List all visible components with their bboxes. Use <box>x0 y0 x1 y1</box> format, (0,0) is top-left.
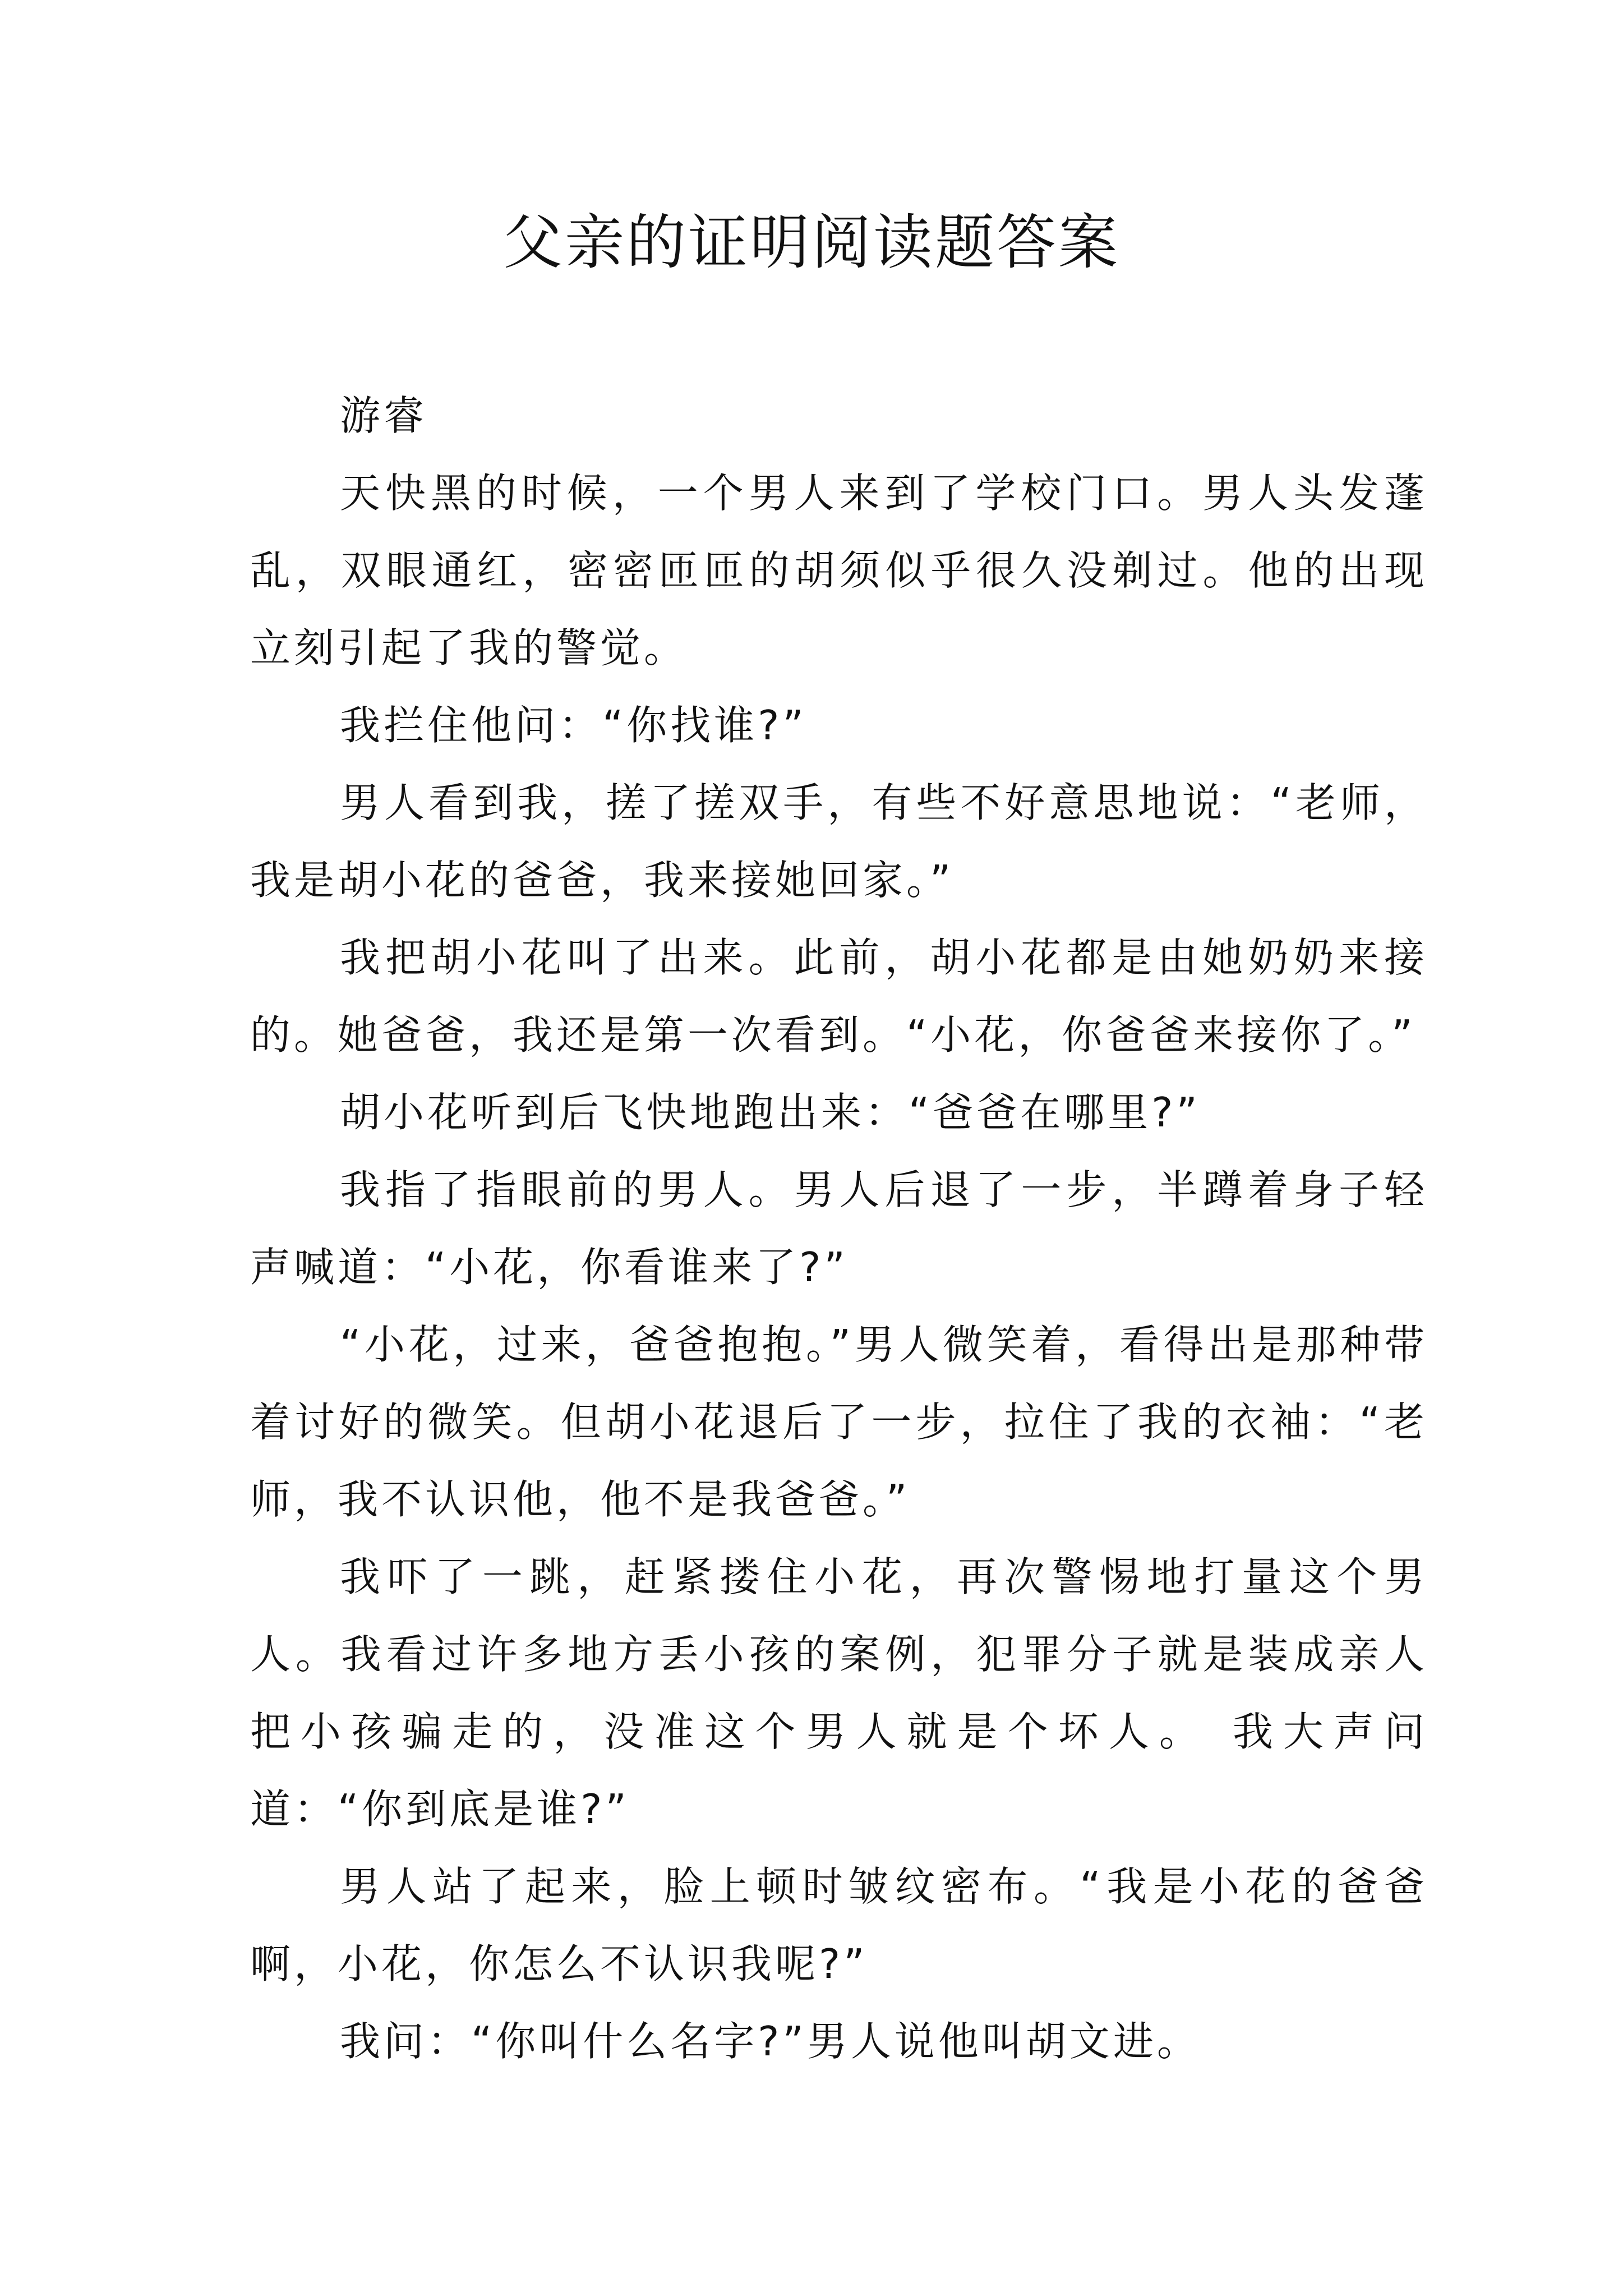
article-body <box>250 377 1428 2080</box>
paragraph: “小花，过来，爸爸抱抱。”男人微笑着，看得出是那种带着讨好的微笑。但胡小花退后了一步，拉住了我的衣袖：“老师，我不认识他，他不是我爸爸。” <box>250 1321 1428 1523</box>
paragraph: 我问：“你叫什么名字?”男人说他叫胡文进。 <box>340 2018 1201 2065</box>
paragraph: 男人站了起来，脸上顿时皱纹密布。“我是小花的爸爸啊，小花，你怎么不认识我呢?” <box>250 1863 1428 1987</box>
paragraph: 我指了指眼前的男人。男人后退了一步，半蹲着身子轻声喊道：“小花，你看谁来了?” <box>250 1166 1428 1291</box>
paragraph: 我把胡小花叫了出来。此前，胡小花都是由她奶奶来接的。她爸爸，我还是第一次看到。“小花，你爸爸来接你了。” <box>250 934 1428 1059</box>
paragraph: 天快黑的时候，一个男人来到了学校门口。男人头发蓬乱，双眼通红，密密匝匝的胡须似乎很久没剃过。他的出现立刻引起了我的警觉。 <box>250 470 1428 671</box>
paragraph: 胡小花听到后飞快地跑出来：“爸爸在哪里?” <box>340 1089 1201 1136</box>
paragraph: 男人看到我，搓了搓双手，有些不好意思地说：“老师，我是胡小花的爸爸，我来接她回家。” <box>250 779 1428 904</box>
author-name: 游睿 <box>340 392 428 439</box>
document-title: 父亲的证明阅读题答案 <box>503 208 1120 277</box>
paragraph: 我拦住他问：“你找谁?” <box>340 702 807 749</box>
paragraph: 我吓了一跳，赶紧搂住小花，再次警惕地打量这个男人。我看过许多地方丢小孩的案例，犯罪分子就是装成亲人把小孩骗走的，没准这个男人就是个坏人。 我大声问道：“你到底是谁?” <box>250 1553 1428 1833</box>
